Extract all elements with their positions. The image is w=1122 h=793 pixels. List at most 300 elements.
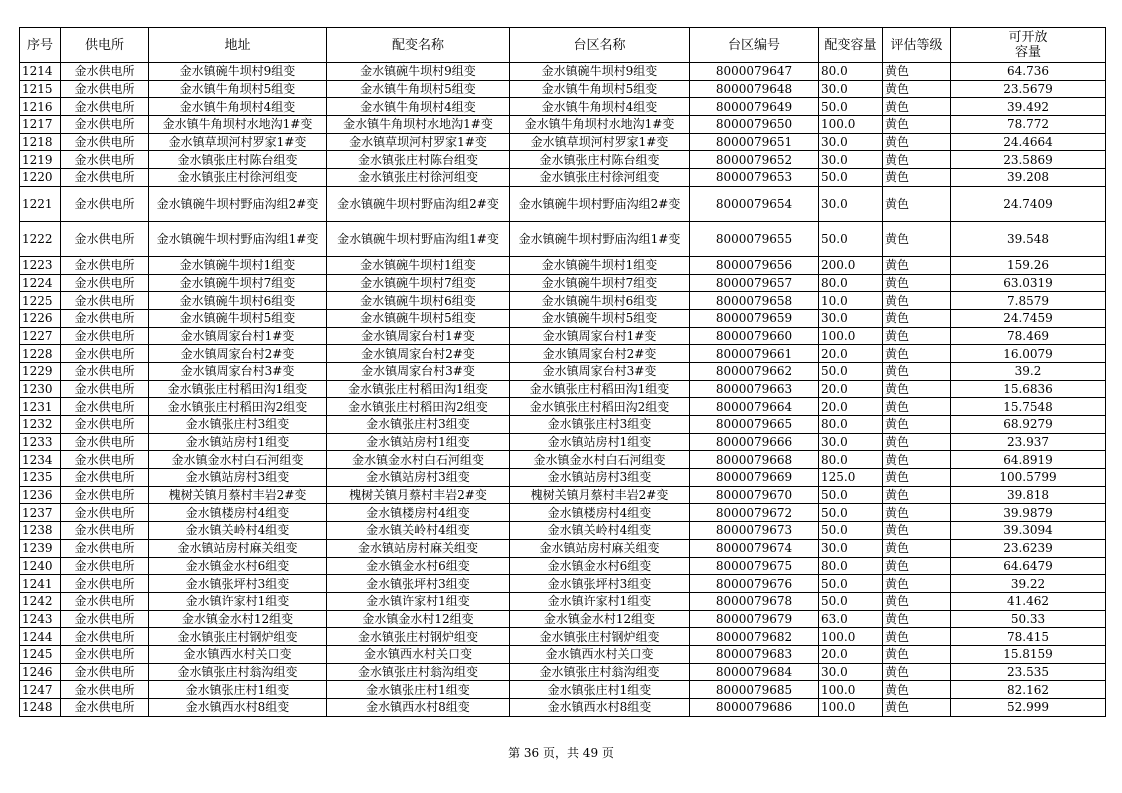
cell-area-name: 金水镇金水村12组变 (510, 610, 690, 628)
cell-open-capacity: 23.937 (951, 433, 1106, 451)
cell-transformer-name: 金水镇牛角坝村水地沟1#变 (327, 116, 510, 134)
cell-station: 金水供电所 (61, 663, 149, 681)
cell-open-capacity: 39.548 (951, 221, 1106, 256)
cell-transformer-name: 金水镇周家台村2#变 (327, 345, 510, 363)
cell-area-name: 金水镇碗牛坝村野庙沟组2#变 (510, 186, 690, 221)
cell-area-name: 金水镇草坝河村罗家1#变 (510, 133, 690, 151)
cell-transformer-name: 金水镇牛角坝村4组变 (327, 98, 510, 116)
cell-transformer-name: 金水镇碗牛坝村野庙沟组2#变 (327, 186, 510, 221)
table-row (20, 486, 1106, 504)
table-row (20, 416, 1106, 434)
cell-open-capacity: 63.0319 (951, 274, 1106, 292)
table-row (20, 274, 1106, 292)
cell-address: 金水镇牛角坝村4组变 (149, 98, 327, 116)
cell-area-code: 8000079670 (690, 486, 819, 504)
cell-area-name: 金水镇周家台村3#变 (510, 362, 690, 380)
cell-area-name: 金水镇张庄村3组变 (510, 416, 690, 434)
cell-capacity: 30.0 (819, 539, 883, 557)
cell-transformer-name: 金水镇站房村麻关组变 (327, 539, 510, 557)
table-row (20, 63, 1106, 81)
cell-capacity: 100.0 (819, 628, 883, 646)
cell-transformer-name: 金水镇张庄村徐河组变 (327, 169, 510, 187)
cell-station: 金水供电所 (61, 169, 149, 187)
cell-capacity: 50.0 (819, 486, 883, 504)
cell-index: 1244 (20, 628, 61, 646)
cell-index: 1217 (20, 116, 61, 134)
cell-address: 金水镇张庄村稻田沟2组变 (149, 398, 327, 416)
cell-transformer-name: 金水镇金水村12组变 (327, 610, 510, 628)
cell-capacity: 100.0 (819, 116, 883, 134)
cell-area-code: 8000079673 (690, 522, 819, 540)
cell-address: 金水镇站房村1组变 (149, 433, 327, 451)
cell-area-code: 8000079651 (690, 133, 819, 151)
col-header-area-code: 台区编号 (690, 28, 819, 63)
cell-transformer-name: 金水镇草坝河村罗家1#变 (327, 133, 510, 151)
cell-index: 1241 (20, 575, 61, 593)
cell-station: 金水供电所 (61, 539, 149, 557)
cell-capacity: 20.0 (819, 345, 883, 363)
header-row (20, 28, 1106, 63)
cell-station: 金水供电所 (61, 274, 149, 292)
table-row (20, 663, 1106, 681)
cell-open-capacity: 23.5679 (951, 80, 1106, 98)
cell-address: 金水镇碗牛坝村5组变 (149, 309, 327, 327)
table-row (20, 628, 1106, 646)
cell-station: 金水供电所 (61, 151, 149, 169)
cell-area-code: 8000079676 (690, 575, 819, 593)
cell-area-name: 金水镇站房村麻关组变 (510, 539, 690, 557)
cell-rating: 黄色 (883, 345, 951, 363)
cell-index: 1240 (20, 557, 61, 575)
cell-capacity: 20.0 (819, 380, 883, 398)
cell-transformer-name: 金水镇碗牛坝村5组变 (327, 309, 510, 327)
cell-area-name: 金水镇张庄村稻田沟2组变 (510, 398, 690, 416)
table-row (20, 681, 1106, 699)
cell-transformer-name: 金水镇张庄村稻田沟2组变 (327, 398, 510, 416)
cell-address: 金水镇牛角坝村水地沟1#变 (149, 116, 327, 134)
cell-address: 槐树关镇月蔡村丰岩2#变 (149, 486, 327, 504)
cell-station: 金水供电所 (61, 380, 149, 398)
cell-area-name: 金水镇楼房村4组变 (510, 504, 690, 522)
cell-area-code: 8000079664 (690, 398, 819, 416)
cell-address: 金水镇张坪村3组变 (149, 575, 327, 593)
cell-open-capacity: 39.818 (951, 486, 1106, 504)
cell-station: 金水供电所 (61, 221, 149, 256)
cell-index: 1242 (20, 592, 61, 610)
table-row (20, 309, 1106, 327)
cell-station: 金水供电所 (61, 557, 149, 575)
cell-rating: 黄色 (883, 628, 951, 646)
cell-area-code: 8000079674 (690, 539, 819, 557)
cell-area-name: 金水镇碗牛坝村5组变 (510, 309, 690, 327)
cell-area-code: 8000079686 (690, 699, 819, 717)
cell-capacity: 100.0 (819, 327, 883, 345)
cell-open-capacity: 15.8159 (951, 645, 1106, 663)
cell-address: 金水镇张庄村徐河组变 (149, 169, 327, 187)
cell-open-capacity: 50.33 (951, 610, 1106, 628)
cell-station: 金水供电所 (61, 433, 149, 451)
cell-area-code: 8000079660 (690, 327, 819, 345)
table-row (20, 345, 1106, 363)
cell-area-code: 8000079661 (690, 345, 819, 363)
cell-transformer-name: 金水镇碗牛坝村7组变 (327, 274, 510, 292)
cell-station: 金水供电所 (61, 610, 149, 628)
cell-station: 金水供电所 (61, 416, 149, 434)
cell-area-code: 8000079669 (690, 469, 819, 487)
cell-area-code: 8000079652 (690, 151, 819, 169)
cell-capacity: 30.0 (819, 309, 883, 327)
cell-open-capacity: 39.22 (951, 575, 1106, 593)
table-row (20, 169, 1106, 187)
cell-open-capacity: 15.6836 (951, 380, 1106, 398)
cell-address: 金水镇楼房村4组变 (149, 504, 327, 522)
cell-open-capacity: 39.492 (951, 98, 1106, 116)
cell-station: 金水供电所 (61, 504, 149, 522)
cell-index: 1234 (20, 451, 61, 469)
cell-transformer-name: 金水镇关岭村4组变 (327, 522, 510, 540)
cell-station: 金水供电所 (61, 186, 149, 221)
cell-capacity: 80.0 (819, 274, 883, 292)
cell-index: 1222 (20, 221, 61, 256)
cell-area-code: 8000079678 (690, 592, 819, 610)
cell-rating: 黄色 (883, 274, 951, 292)
cell-address: 金水镇金水村白石河组变 (149, 451, 327, 469)
cell-transformer-name: 金水镇张庄村1组变 (327, 681, 510, 699)
cell-area-code: 8000079649 (690, 98, 819, 116)
cell-area-name: 金水镇周家台村1#变 (510, 327, 690, 345)
cell-transformer-name: 槐树关镇月蔡村丰岩2#变 (327, 486, 510, 504)
cell-transformer-name: 金水镇西水村关口变 (327, 645, 510, 663)
cell-rating: 黄色 (883, 663, 951, 681)
cell-open-capacity: 82.162 (951, 681, 1106, 699)
cell-address: 金水镇周家台村2#变 (149, 345, 327, 363)
table-row (20, 469, 1106, 487)
cell-index: 1235 (20, 469, 61, 487)
table-header (20, 28, 1106, 63)
cell-transformer-name: 金水镇站房村1组变 (327, 433, 510, 451)
cell-index: 1225 (20, 292, 61, 310)
cell-capacity: 30.0 (819, 151, 883, 169)
table-body (20, 63, 1106, 717)
cell-capacity: 50.0 (819, 504, 883, 522)
cell-capacity: 125.0 (819, 469, 883, 487)
cell-index: 1226 (20, 309, 61, 327)
cell-open-capacity: 39.208 (951, 169, 1106, 187)
cell-transformer-name: 金水镇张坪村3组变 (327, 575, 510, 593)
cell-open-capacity: 68.9279 (951, 416, 1106, 434)
cell-capacity: 50.0 (819, 98, 883, 116)
cell-open-capacity: 41.462 (951, 592, 1106, 610)
cell-open-capacity: 64.8919 (951, 451, 1106, 469)
cell-index: 1245 (20, 645, 61, 663)
cell-open-capacity: 100.5799 (951, 469, 1106, 487)
cell-rating: 黄色 (883, 433, 951, 451)
cell-open-capacity: 39.9879 (951, 504, 1106, 522)
cell-capacity: 50.0 (819, 169, 883, 187)
cell-rating: 黄色 (883, 98, 951, 116)
cell-area-name: 金水镇金水村白石河组变 (510, 451, 690, 469)
cell-area-code: 8000079666 (690, 433, 819, 451)
cell-address: 金水镇张庄村翁沟组变 (149, 663, 327, 681)
cell-transformer-name: 金水镇周家台村1#变 (327, 327, 510, 345)
cell-index: 1230 (20, 380, 61, 398)
cell-index: 1215 (20, 80, 61, 98)
cell-area-name: 槐树关镇月蔡村丰岩2#变 (510, 486, 690, 504)
cell-address: 金水镇张庄村钢炉组变 (149, 628, 327, 646)
cell-transformer-name: 金水镇张庄村钢炉组变 (327, 628, 510, 646)
page-footer: 第 36 页，共 49 页 (508, 746, 614, 760)
table-row (20, 80, 1106, 98)
cell-open-capacity: 78.772 (951, 116, 1106, 134)
cell-address: 金水镇周家台村1#变 (149, 327, 327, 345)
cell-transformer-name: 金水镇碗牛坝村野庙沟组1#变 (327, 221, 510, 256)
cell-index: 1216 (20, 98, 61, 116)
cell-capacity: 10.0 (819, 292, 883, 310)
cell-area-code: 8000079654 (690, 186, 819, 221)
cell-address: 金水镇牛角坝村5组变 (149, 80, 327, 98)
cell-index: 1219 (20, 151, 61, 169)
cell-station: 金水供电所 (61, 592, 149, 610)
table-row (20, 451, 1106, 469)
table-row (20, 522, 1106, 540)
cell-transformer-name: 金水镇周家台村3#变 (327, 362, 510, 380)
cell-capacity: 30.0 (819, 186, 883, 221)
cell-index: 1248 (20, 699, 61, 717)
cell-area-name: 金水镇碗牛坝村6组变 (510, 292, 690, 310)
cell-rating: 黄色 (883, 699, 951, 717)
cell-open-capacity: 64.6479 (951, 557, 1106, 575)
table-row (20, 610, 1106, 628)
cell-area-name: 金水镇碗牛坝村7组变 (510, 274, 690, 292)
cell-area-code: 8000079647 (690, 63, 819, 81)
cell-rating: 黄色 (883, 398, 951, 416)
cell-area-name: 金水镇站房村3组变 (510, 469, 690, 487)
cell-rating: 黄色 (883, 362, 951, 380)
cell-address: 金水镇碗牛坝村6组变 (149, 292, 327, 310)
table-row (20, 504, 1106, 522)
cell-station: 金水供电所 (61, 98, 149, 116)
cell-rating: 黄色 (883, 645, 951, 663)
cell-capacity: 30.0 (819, 133, 883, 151)
cell-address: 金水镇西水村关口变 (149, 645, 327, 663)
cell-index: 1231 (20, 398, 61, 416)
table-row (20, 362, 1106, 380)
cell-area-code: 8000079685 (690, 681, 819, 699)
cell-address: 金水镇西水村8组变 (149, 699, 327, 717)
cell-address: 金水镇站房村麻关组变 (149, 539, 327, 557)
cell-area-name: 金水镇关岭村4组变 (510, 522, 690, 540)
cell-capacity: 50.0 (819, 362, 883, 380)
cell-capacity: 80.0 (819, 63, 883, 81)
table-row (20, 256, 1106, 274)
cell-area-name: 金水镇站房村1组变 (510, 433, 690, 451)
cell-area-code: 8000079668 (690, 451, 819, 469)
table-row (20, 645, 1106, 663)
cell-open-capacity: 24.7409 (951, 186, 1106, 221)
cell-index: 1224 (20, 274, 61, 292)
cell-area-name: 金水镇许家村1组变 (510, 592, 690, 610)
cell-open-capacity: 78.415 (951, 628, 1106, 646)
cell-rating: 黄色 (883, 592, 951, 610)
cell-area-code: 8000079672 (690, 504, 819, 522)
cell-area-name: 金水镇西水村关口变 (510, 645, 690, 663)
cell-area-name: 金水镇西水村8组变 (510, 699, 690, 717)
cell-station: 金水供电所 (61, 699, 149, 717)
cell-station: 金水供电所 (61, 362, 149, 380)
cell-station: 金水供电所 (61, 292, 149, 310)
col-header-open-capacity: 可开放 容量 (951, 28, 1106, 63)
cell-rating: 黄色 (883, 539, 951, 557)
cell-area-name: 金水镇周家台村2#变 (510, 345, 690, 363)
cell-rating: 黄色 (883, 221, 951, 256)
cell-address: 金水镇草坝河村罗家1#变 (149, 133, 327, 151)
cell-open-capacity: 39.2 (951, 362, 1106, 380)
table-row (20, 327, 1106, 345)
cell-rating: 黄色 (883, 469, 951, 487)
cell-capacity: 100.0 (819, 681, 883, 699)
cell-area-code: 8000079650 (690, 116, 819, 134)
cell-area-code: 8000079683 (690, 645, 819, 663)
table-row (20, 221, 1106, 256)
cell-address: 金水镇张庄村稻田沟1组变 (149, 380, 327, 398)
table-row (20, 98, 1106, 116)
cell-address: 金水镇张庄村3组变 (149, 416, 327, 434)
cell-area-name: 金水镇张庄村钢炉组变 (510, 628, 690, 646)
table-row (20, 380, 1106, 398)
cell-rating: 黄色 (883, 63, 951, 81)
cell-address: 金水镇碗牛坝村野庙沟组2#变 (149, 186, 327, 221)
table-row (20, 116, 1106, 134)
cell-capacity: 50.0 (819, 221, 883, 256)
cell-index: 1237 (20, 504, 61, 522)
cell-capacity: 30.0 (819, 80, 883, 98)
cell-open-capacity: 24.7459 (951, 309, 1106, 327)
cell-station: 金水供电所 (61, 309, 149, 327)
cell-capacity: 200.0 (819, 256, 883, 274)
cell-address: 金水镇碗牛坝村1组变 (149, 256, 327, 274)
col-header-address: 地址 (149, 28, 327, 63)
table-row (20, 575, 1106, 593)
col-header-area-name: 台区名称 (510, 28, 690, 63)
cell-capacity: 80.0 (819, 451, 883, 469)
cell-transformer-name: 金水镇楼房村4组变 (327, 504, 510, 522)
cell-capacity: 63.0 (819, 610, 883, 628)
cell-rating: 黄色 (883, 557, 951, 575)
cell-station: 金水供电所 (61, 575, 149, 593)
table-row (20, 699, 1106, 717)
cell-index: 1221 (20, 186, 61, 221)
cell-station: 金水供电所 (61, 327, 149, 345)
cell-area-name: 金水镇碗牛坝村1组变 (510, 256, 690, 274)
cell-address: 金水镇张庄村陈台组变 (149, 151, 327, 169)
data-table (19, 27, 1106, 717)
cell-area-name: 金水镇张庄村徐河组变 (510, 169, 690, 187)
cell-transformer-name: 金水镇西水村8组变 (327, 699, 510, 717)
cell-rating: 黄色 (883, 292, 951, 310)
cell-address: 金水镇许家村1组变 (149, 592, 327, 610)
cell-station: 金水供电所 (61, 522, 149, 540)
cell-index: 1233 (20, 433, 61, 451)
cell-index: 1236 (20, 486, 61, 504)
cell-transformer-name: 金水镇牛角坝村5组变 (327, 80, 510, 98)
cell-capacity: 80.0 (819, 416, 883, 434)
cell-rating: 黄色 (883, 151, 951, 169)
col-header-station: 供电所 (61, 28, 149, 63)
cell-area-code: 8000079658 (690, 292, 819, 310)
cell-rating: 黄色 (883, 116, 951, 134)
cell-transformer-name: 金水镇许家村1组变 (327, 592, 510, 610)
cell-area-name: 金水镇牛角坝村5组变 (510, 80, 690, 98)
cell-area-code: 8000079653 (690, 169, 819, 187)
cell-area-code: 8000079657 (690, 274, 819, 292)
cell-area-code: 8000079679 (690, 610, 819, 628)
cell-index: 1232 (20, 416, 61, 434)
cell-area-code: 8000079675 (690, 557, 819, 575)
cell-area-name: 金水镇张坪村3组变 (510, 575, 690, 593)
cell-transformer-name: 金水镇张庄村3组变 (327, 416, 510, 434)
cell-rating: 黄色 (883, 309, 951, 327)
cell-area-code: 8000079656 (690, 256, 819, 274)
cell-address: 金水镇金水村12组变 (149, 610, 327, 628)
cell-station: 金水供电所 (61, 345, 149, 363)
cell-open-capacity: 64.736 (951, 63, 1106, 81)
col-header-transformer-name: 配变名称 (327, 28, 510, 63)
cell-area-name: 金水镇张庄村翁沟组变 (510, 663, 690, 681)
cell-address: 金水镇张庄村1组变 (149, 681, 327, 699)
cell-rating: 黄色 (883, 451, 951, 469)
table-row (20, 398, 1106, 416)
cell-area-code: 8000079684 (690, 663, 819, 681)
cell-address: 金水镇关岭村4组变 (149, 522, 327, 540)
cell-capacity: 50.0 (819, 522, 883, 540)
col-header-rating: 评估等级 (883, 28, 951, 63)
cell-rating: 黄色 (883, 186, 951, 221)
cell-index: 1238 (20, 522, 61, 540)
cell-capacity: 30.0 (819, 663, 883, 681)
cell-area-name: 金水镇牛角坝村4组变 (510, 98, 690, 116)
cell-index: 1229 (20, 362, 61, 380)
cell-area-code: 8000079682 (690, 628, 819, 646)
cell-capacity: 100.0 (819, 699, 883, 717)
cell-transformer-name: 金水镇站房村3组变 (327, 469, 510, 487)
cell-open-capacity: 15.7548 (951, 398, 1106, 416)
cell-rating: 黄色 (883, 80, 951, 98)
cell-index: 1239 (20, 539, 61, 557)
cell-address: 金水镇碗牛坝村7组变 (149, 274, 327, 292)
table-row (20, 557, 1106, 575)
cell-station: 金水供电所 (61, 645, 149, 663)
cell-station: 金水供电所 (61, 469, 149, 487)
cell-capacity: 80.0 (819, 557, 883, 575)
cell-address: 金水镇碗牛坝村9组变 (149, 63, 327, 81)
cell-area-code: 8000079655 (690, 221, 819, 256)
cell-area-code: 8000079659 (690, 309, 819, 327)
cell-address: 金水镇碗牛坝村野庙沟组1#变 (149, 221, 327, 256)
cell-index: 1214 (20, 63, 61, 81)
cell-capacity: 50.0 (819, 575, 883, 593)
cell-rating: 黄色 (883, 169, 951, 187)
cell-rating: 黄色 (883, 522, 951, 540)
cell-station: 金水供电所 (61, 486, 149, 504)
table-row (20, 292, 1106, 310)
cell-index: 1243 (20, 610, 61, 628)
cell-open-capacity: 7.8579 (951, 292, 1106, 310)
col-header-index: 序号 (20, 28, 61, 63)
cell-transformer-name: 金水镇金水村白石河组变 (327, 451, 510, 469)
cell-station: 金水供电所 (61, 116, 149, 134)
table-row (20, 151, 1106, 169)
cell-area-code: 8000079648 (690, 80, 819, 98)
